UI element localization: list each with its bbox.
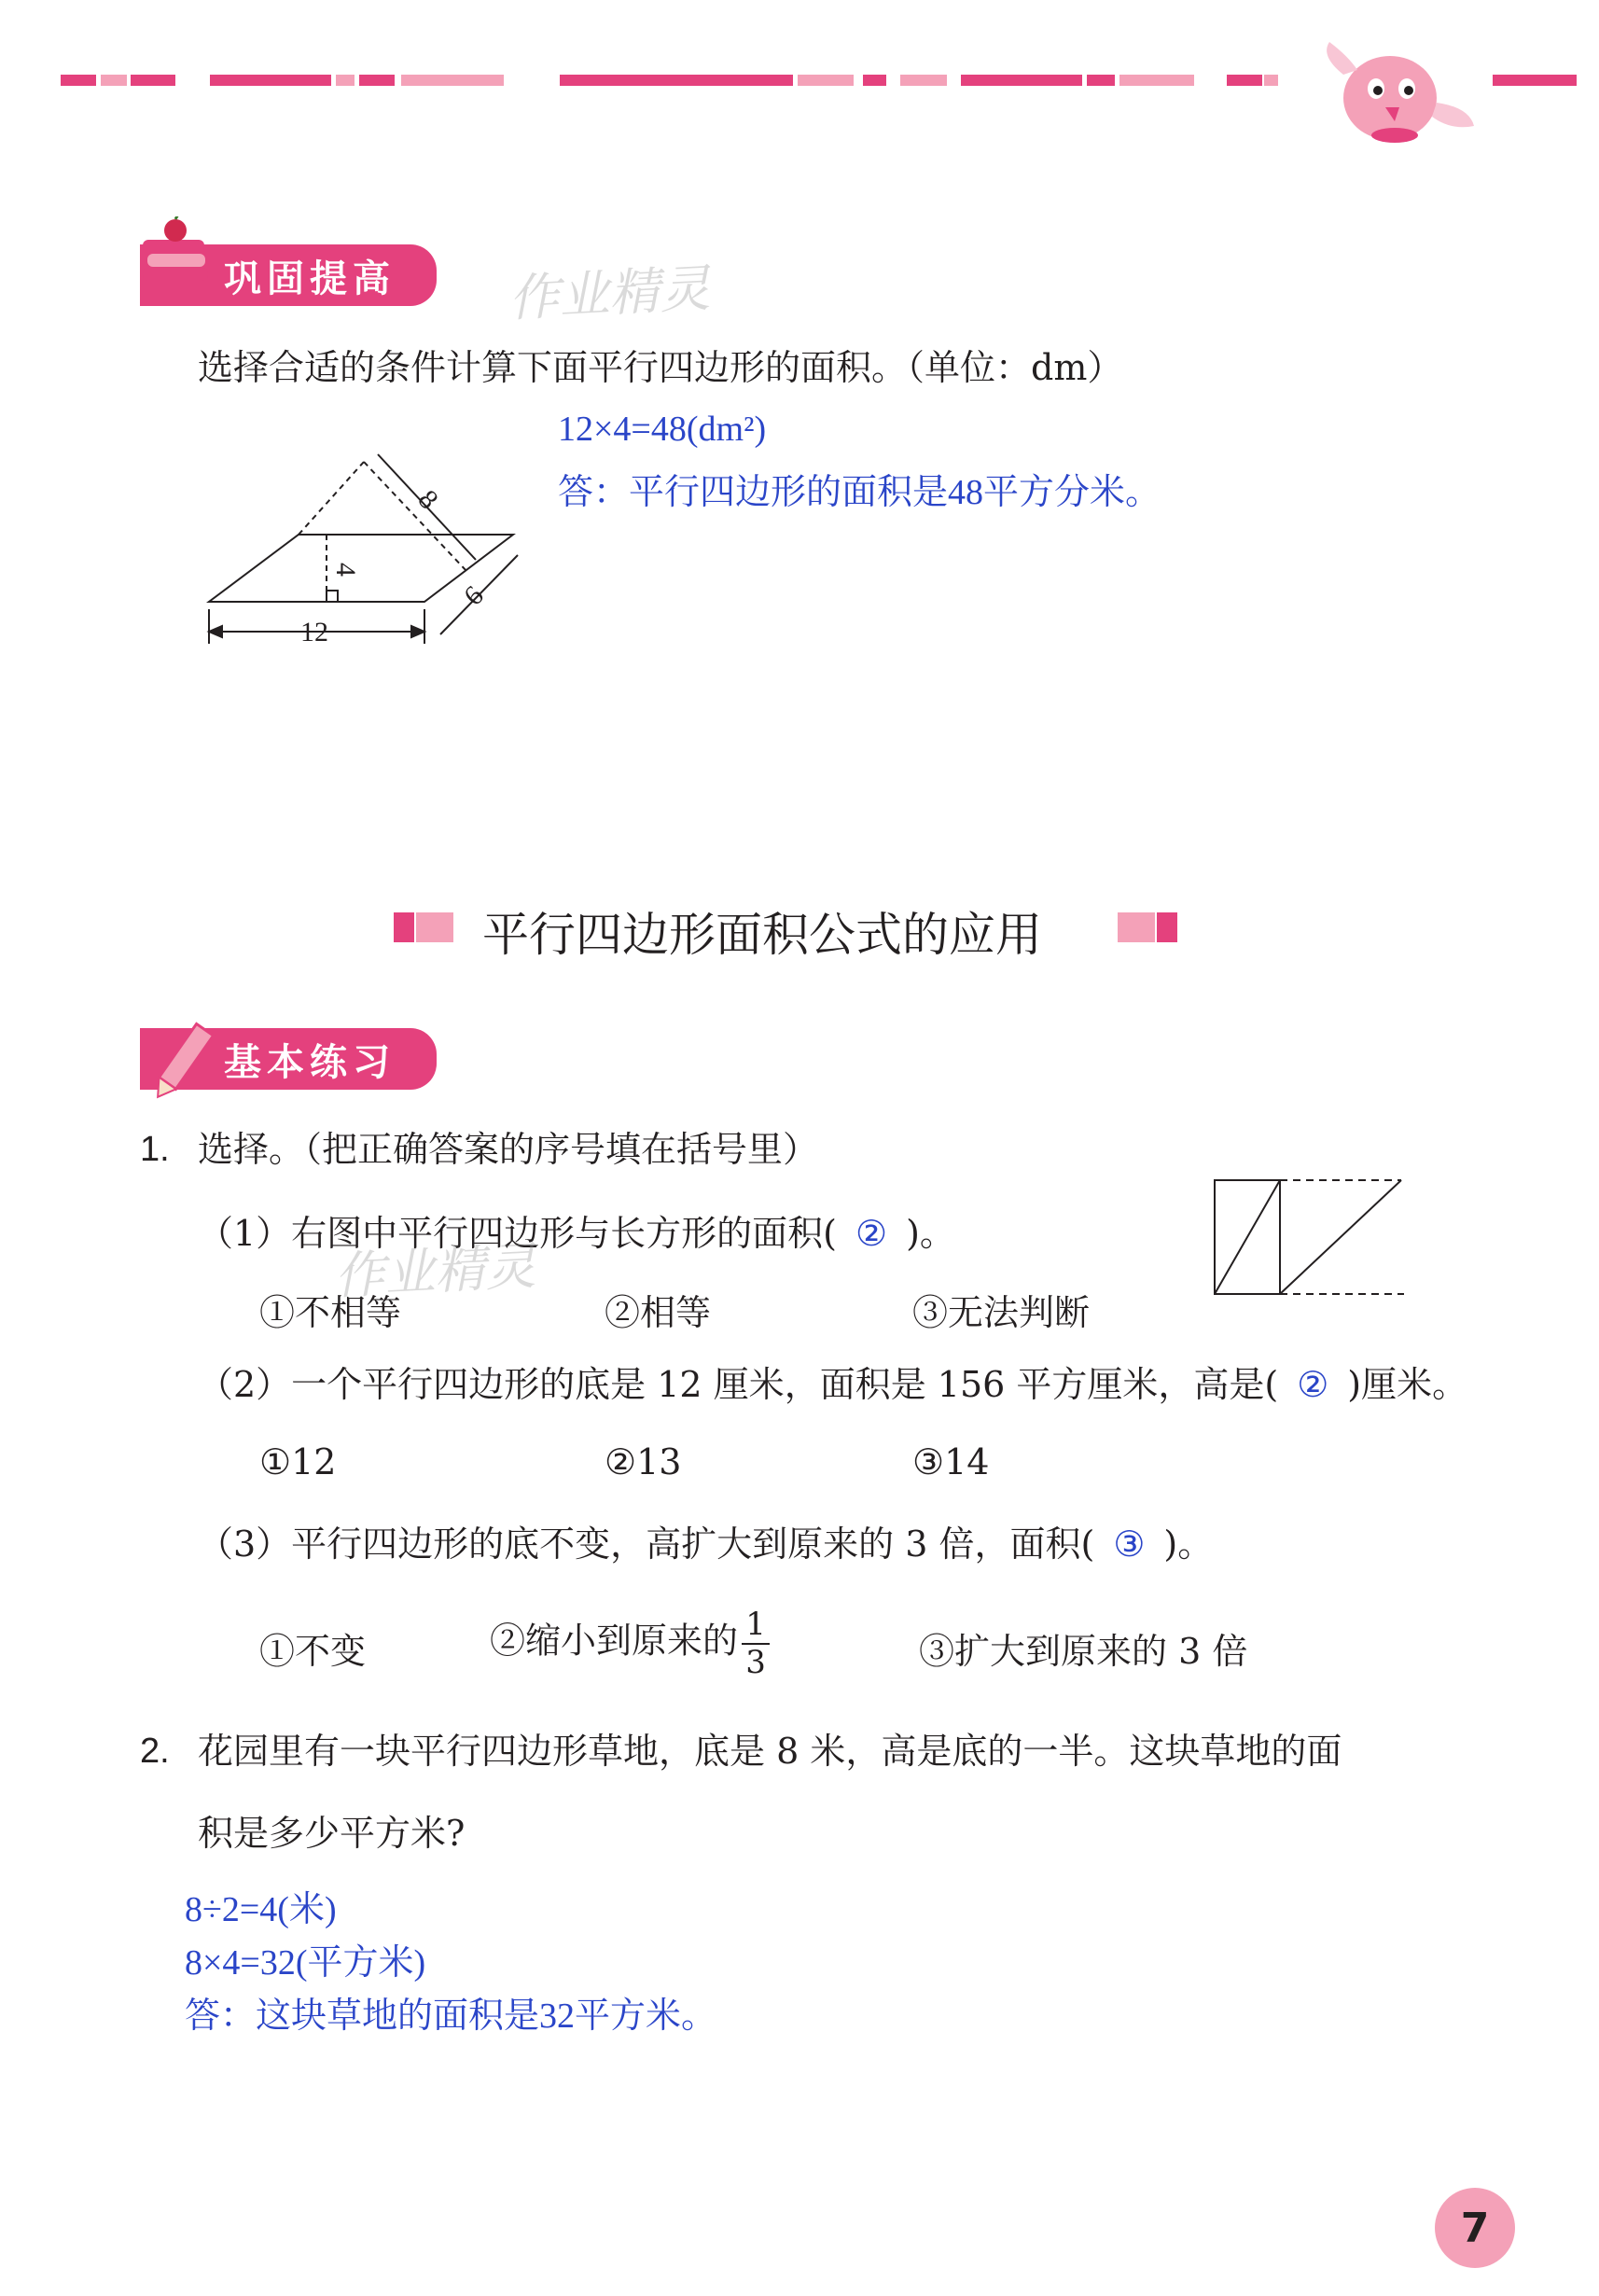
question-area: 选择合适的条件计算下面平行四边形的面积。（单位：dm） bbox=[198, 347, 1123, 388]
fraction-numerator: 1 bbox=[745, 1606, 766, 1643]
heading-left-marker bbox=[394, 912, 414, 942]
q1-sub2 bbox=[198, 1364, 1467, 1408]
heading-left-marker-light bbox=[416, 912, 453, 942]
consolidate-badge-label: 巩固提高 bbox=[140, 244, 437, 306]
section-heading: 平行四边形面积公式的应用 bbox=[482, 908, 1042, 962]
height-label: 4 bbox=[330, 563, 361, 577]
base-label: 12 bbox=[300, 617, 328, 647]
q1-sub2-text-before: （2）一个平行四边形的底是 12 厘米，面积是 156 平方厘米，高是( bbox=[198, 1364, 1279, 1405]
bird-mascot-icon bbox=[1327, 42, 1474, 143]
parallelogram-figure bbox=[196, 443, 541, 658]
watermark-2: 作业精灵 bbox=[332, 1236, 537, 1306]
q2-number: 2. bbox=[140, 1732, 170, 1771]
q2-answer-line-2: 8×4=32(平方米) bbox=[185, 1943, 426, 1983]
heading-right-marker-light bbox=[1118, 912, 1155, 942]
books-apple-icon bbox=[138, 216, 222, 310]
q1-number: 1. bbox=[140, 1130, 170, 1169]
q1-sub3-answer: ③ bbox=[1113, 1525, 1146, 1565]
q1-sub3-option-3: ③扩大到原来的 3 倍 bbox=[919, 1631, 1248, 1672]
q2-line-1: 花园里有一块平行四边形草地，底是 8 米，高是底的一半。这块草地的面 bbox=[198, 1731, 1342, 1772]
heading-right-marker bbox=[1157, 912, 1177, 942]
pencil-icon bbox=[138, 1022, 222, 1106]
q1-sub3-option-2-prefix: ②缩小到原来的 bbox=[490, 1620, 739, 1662]
q1-sub3-text-after: )。 bbox=[1163, 1524, 1214, 1565]
q1-sub2-text-after: )厘米。 bbox=[1347, 1364, 1468, 1405]
q1-sub3-option-2 bbox=[490, 1607, 770, 1681]
watermark: 作业精灵 bbox=[507, 258, 712, 328]
q2-answer-line-1: 8÷2=4(米) bbox=[185, 1890, 337, 1929]
section-heading-bar bbox=[0, 905, 1599, 980]
q1-prompt: 选择。（把正确答案的序号填在括号里） bbox=[198, 1129, 819, 1170]
header-decoration bbox=[0, 0, 1599, 168]
q1-sub3-text-before: （3）平行四边形的底不变，高扩大到原来的 3 倍，面积( bbox=[198, 1524, 1095, 1565]
q1-sub1-option-2: ②相等 bbox=[605, 1292, 712, 1333]
rectangle-parallelogram-figure bbox=[1208, 1171, 1413, 1311]
fraction-denominator: 3 bbox=[745, 1644, 766, 1682]
q1-sub1 bbox=[198, 1213, 955, 1257]
q1-sub1-option-3: ③无法判断 bbox=[912, 1292, 1091, 1333]
q1-sub2-option-2: ②13 bbox=[605, 1441, 682, 1482]
page-number: 7 bbox=[1435, 2188, 1515, 2268]
q1-sub3-option-1: ①不变 bbox=[259, 1631, 367, 1672]
fraction-one-third bbox=[742, 1607, 770, 1681]
q1-sub1-text-after: )。 bbox=[906, 1213, 955, 1254]
basic-practice-badge-label: 基本练习 bbox=[140, 1028, 437, 1090]
q1-sub2-option-3: ③14 bbox=[912, 1441, 990, 1482]
q1-sub1-text-before: （1）右图中平行四边形与长方形的面积( bbox=[198, 1213, 838, 1254]
q2-answer-line-3: 答：这块草地的面积是32平方米。 bbox=[185, 1997, 717, 2036]
side-label: 6 bbox=[457, 579, 490, 612]
answer-line-1: 12×4=48(dm²) bbox=[558, 410, 767, 449]
q1-sub1-option-1: ①不相等 bbox=[259, 1292, 402, 1333]
side-height-label: 8 bbox=[411, 484, 445, 516]
q1-sub3 bbox=[198, 1524, 1213, 1567]
q2-line-2: 积是多少平方米? bbox=[198, 1813, 466, 1854]
q1-sub1-answer: ② bbox=[855, 1215, 888, 1254]
q1-sub2-answer: ② bbox=[1297, 1366, 1329, 1405]
answer-line-2: 答：平行四边形的面积是48平方分米。 bbox=[558, 473, 1161, 512]
q1-sub2-option-1: ①12 bbox=[259, 1441, 337, 1482]
